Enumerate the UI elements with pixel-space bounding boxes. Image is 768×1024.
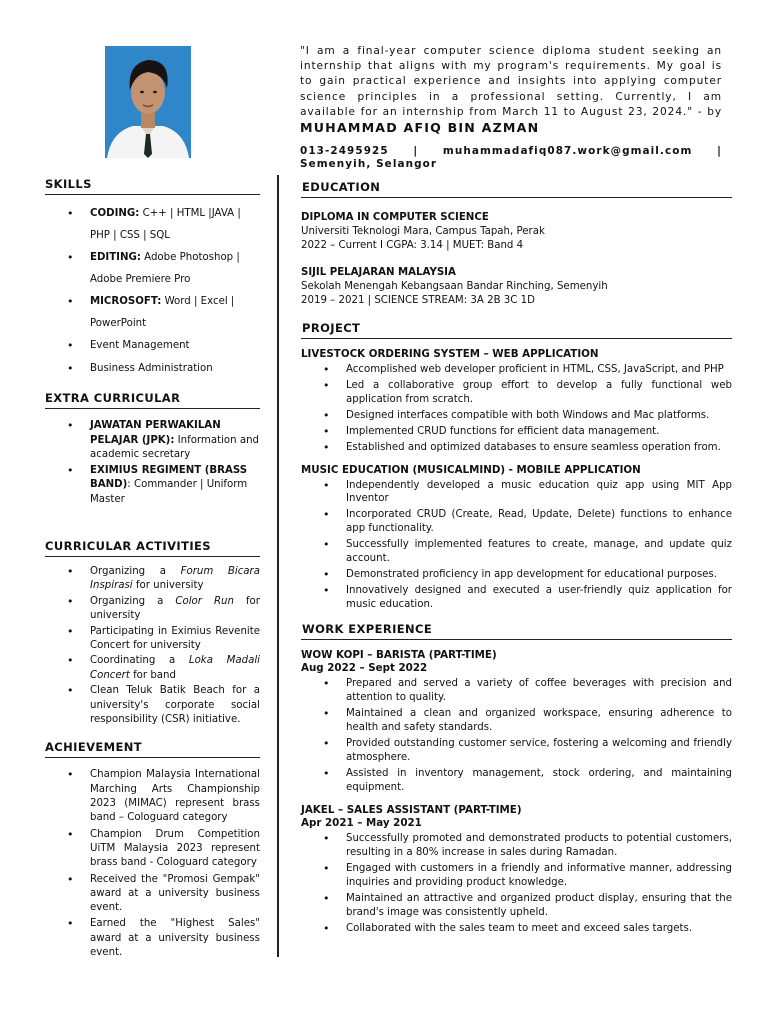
curricular-activities-heading: CURRICULAR ACTIVITIES xyxy=(45,539,260,557)
list-item: • Demonstrated proficiency in app development for educational purposes. xyxy=(301,568,732,582)
list-item: • Organizing a Forum Bicara Inspirasi for university xyxy=(45,565,260,594)
project-bullets xyxy=(301,479,732,612)
list-item: • Maintained an attractive and organized product display, ensuring that the brand's image was consistently upheld. xyxy=(301,892,732,920)
list-item: • Designed interfaces compatible with both Windows and Mac platforms. xyxy=(301,409,732,423)
role-text: : Commander | Uniform Master xyxy=(90,479,248,505)
list-item: • Innovatively designed and executed a user-friendly quiz application for music education. xyxy=(301,584,732,612)
list-item: • Provided outstanding customer service, fostering a welcoming and friendly atmosphere. xyxy=(301,737,732,765)
portrait-image xyxy=(105,46,191,158)
project-entry xyxy=(301,463,732,612)
education-institution: Universiti Teknologi Mara, Campus Tapah, Perak xyxy=(301,226,545,237)
list-item: • Champion Drum Competition UiTM Malaysia 2023 represent brass band - Cologuard category xyxy=(45,828,260,871)
education-details: 2022 – Current I CGPA: 3.14 | MUET: Band 4 xyxy=(301,240,524,251)
skill-text: C++ | HTML |JAVA | PHP | CSS | SQL xyxy=(90,208,241,241)
skill-text: Adobe Photoshop | Adobe Premiere Pro xyxy=(90,252,240,285)
column-divider xyxy=(277,175,279,957)
profile-header xyxy=(300,44,722,171)
list-item: • Organizing a Color Run for university xyxy=(45,595,260,624)
skills-list xyxy=(45,203,260,379)
skill-label: CODING: xyxy=(90,208,140,219)
list-item: • Successfully implemented features to create, manage, and update quiz account. xyxy=(301,538,732,566)
list-item: • Established and optimized databases to ensure seamless operation from. xyxy=(301,441,732,455)
list-item: • Successfully promoted and demonstrated products to potential customers, resulting in a 80% increase in sales during Ramadan. xyxy=(301,832,732,860)
education-details: 2019 – 2021 | SCIENCE STREAM: 3A 2B 3C 1D xyxy=(301,295,535,306)
skill-label: EDITING: xyxy=(90,252,141,263)
education-title: SIJIL PELAJARAN MALAYSIA xyxy=(301,267,456,278)
role-label: JAWATAN PERWAKILAN PELAJAR (JPK): xyxy=(90,420,221,446)
list-item: • Coordinating a Loka Madali Concert for band xyxy=(45,654,260,683)
education-entry xyxy=(301,211,732,253)
job-title: WOW KOPI – BARISTA (PART-TIME) xyxy=(301,649,497,662)
job-bullets xyxy=(301,832,732,935)
extra-curricular-list xyxy=(45,419,260,507)
activities-list xyxy=(45,565,260,727)
list-item: • Prepared and served a variety of coffee beverages with precision and attention to quality. xyxy=(301,677,732,705)
list-item xyxy=(45,291,260,334)
skills-heading: SKILLS xyxy=(45,177,260,195)
job-entry xyxy=(301,803,732,935)
list-item xyxy=(45,358,260,380)
list-item: • Received the "Promosi Gempak" award at a university business event. xyxy=(45,873,260,916)
work-experience-heading: WORK EXPERIENCE xyxy=(301,622,732,640)
list-item xyxy=(45,335,260,357)
role-text: Information and academic secretary xyxy=(90,434,260,460)
education-institution: Sekolah Menengah Kebangsaan Bandar Rinching, Semenyih xyxy=(301,281,608,292)
project-entry xyxy=(301,347,732,455)
skill-text: Event Management xyxy=(90,340,190,351)
skill-label: MICROSOFT: xyxy=(90,296,162,307)
education-heading: EDUCATION xyxy=(301,180,732,198)
extra-curricular-heading: EXTRA CURRICULAR xyxy=(45,391,260,409)
job-date: Aug 2022 – Sept 2022 xyxy=(301,662,428,675)
contact-line: 013-2495925 | muhammadafiq087.work@gmail.com | Semenyih, Selangor xyxy=(300,145,722,171)
project-heading: PROJECT xyxy=(301,321,732,339)
list-item xyxy=(45,247,260,290)
achievement-heading: ACHIEVEMENT xyxy=(45,740,260,758)
right-column xyxy=(301,180,732,938)
project-bullets xyxy=(301,363,732,455)
list-item: • Engaged with customers in a friendly and informative manner, addressing inquiries and providing product knowledge. xyxy=(301,862,732,890)
list-item: • Maintained a clean and organized workspace, ensuring adherence to health and safety standards. xyxy=(301,707,732,735)
list-item xyxy=(45,419,260,463)
education-title: DIPLOMA IN COMPUTER SCIENCE xyxy=(301,212,489,223)
education-entry xyxy=(301,266,732,308)
project-title: LIVESTOCK ORDERING SYSTEM – WEB APPLICATION xyxy=(301,348,599,360)
left-column xyxy=(45,177,260,962)
role-label: EXIMIUS REGIMENT (BRASS BAND) xyxy=(90,464,248,490)
list-item: • Incorporated CRUD (Create, Read, Update, Delete) functions to enhance app functionality. xyxy=(301,508,732,536)
list-item xyxy=(45,464,260,508)
job-entry xyxy=(301,648,732,794)
list-item xyxy=(45,203,260,246)
job-bullets xyxy=(301,677,732,794)
list-item: • Participating in Eximius Revenite Concert for university xyxy=(45,625,260,654)
list-item: • Clean Teluk Batik Beach for a university's corporate social responsibility (CSR) initiative. xyxy=(45,684,260,727)
summary-quote: "I am a final-year computer science diploma student seeking an internship that aligns with my program's requirements. My goal is to gain practical experience and insights into applying computer science principles in a professional setting. Currently, I am available for an internship from March 11 to August 23, 2024." - by xyxy=(300,45,722,118)
skill-text: Word | Excel | PowerPoint xyxy=(90,296,235,329)
list-item: • Champion Malaysia International Marching Arts Championship 2023 (MIMAC) represent brass band – Cologuard category xyxy=(45,768,260,825)
profile-summary xyxy=(300,44,722,137)
project-title: MUSIC EDUCATION (MUSICALMIND) - MOBILE APPLICATION xyxy=(301,463,641,476)
skill-text: Business Administration xyxy=(90,362,213,374)
job-title: JAKEL – SALES ASSISTANT (PART-TIME) xyxy=(301,804,522,817)
job-date: Apr 2021 – May 2021 xyxy=(301,817,422,830)
achievement-list xyxy=(45,768,260,960)
list-item: • Earned the "Highest Sales" award at a university business event. xyxy=(45,917,260,960)
list-item: • Independently developed a music education quiz app using MIT App Inventor xyxy=(301,479,732,507)
list-item: • Collaborated with the sales team to meet and exceed sales targets. xyxy=(301,922,732,936)
list-item: • Assisted in inventory management, stock ordering, and maintaining equipment. xyxy=(301,767,732,795)
candidate-name: MUHAMMAD AFIQ BIN AZMAN xyxy=(300,120,540,136)
profile-photo xyxy=(105,46,191,158)
list-item: • Implemented CRUD functions for efficient data management. xyxy=(301,425,732,439)
list-item: • Accomplished web developer proficient in HTML, CSS, JavaScript, and PHP xyxy=(301,363,732,377)
list-item: • Led a collaborative group effort to develop a fully functional web application from scratch. xyxy=(301,379,732,407)
